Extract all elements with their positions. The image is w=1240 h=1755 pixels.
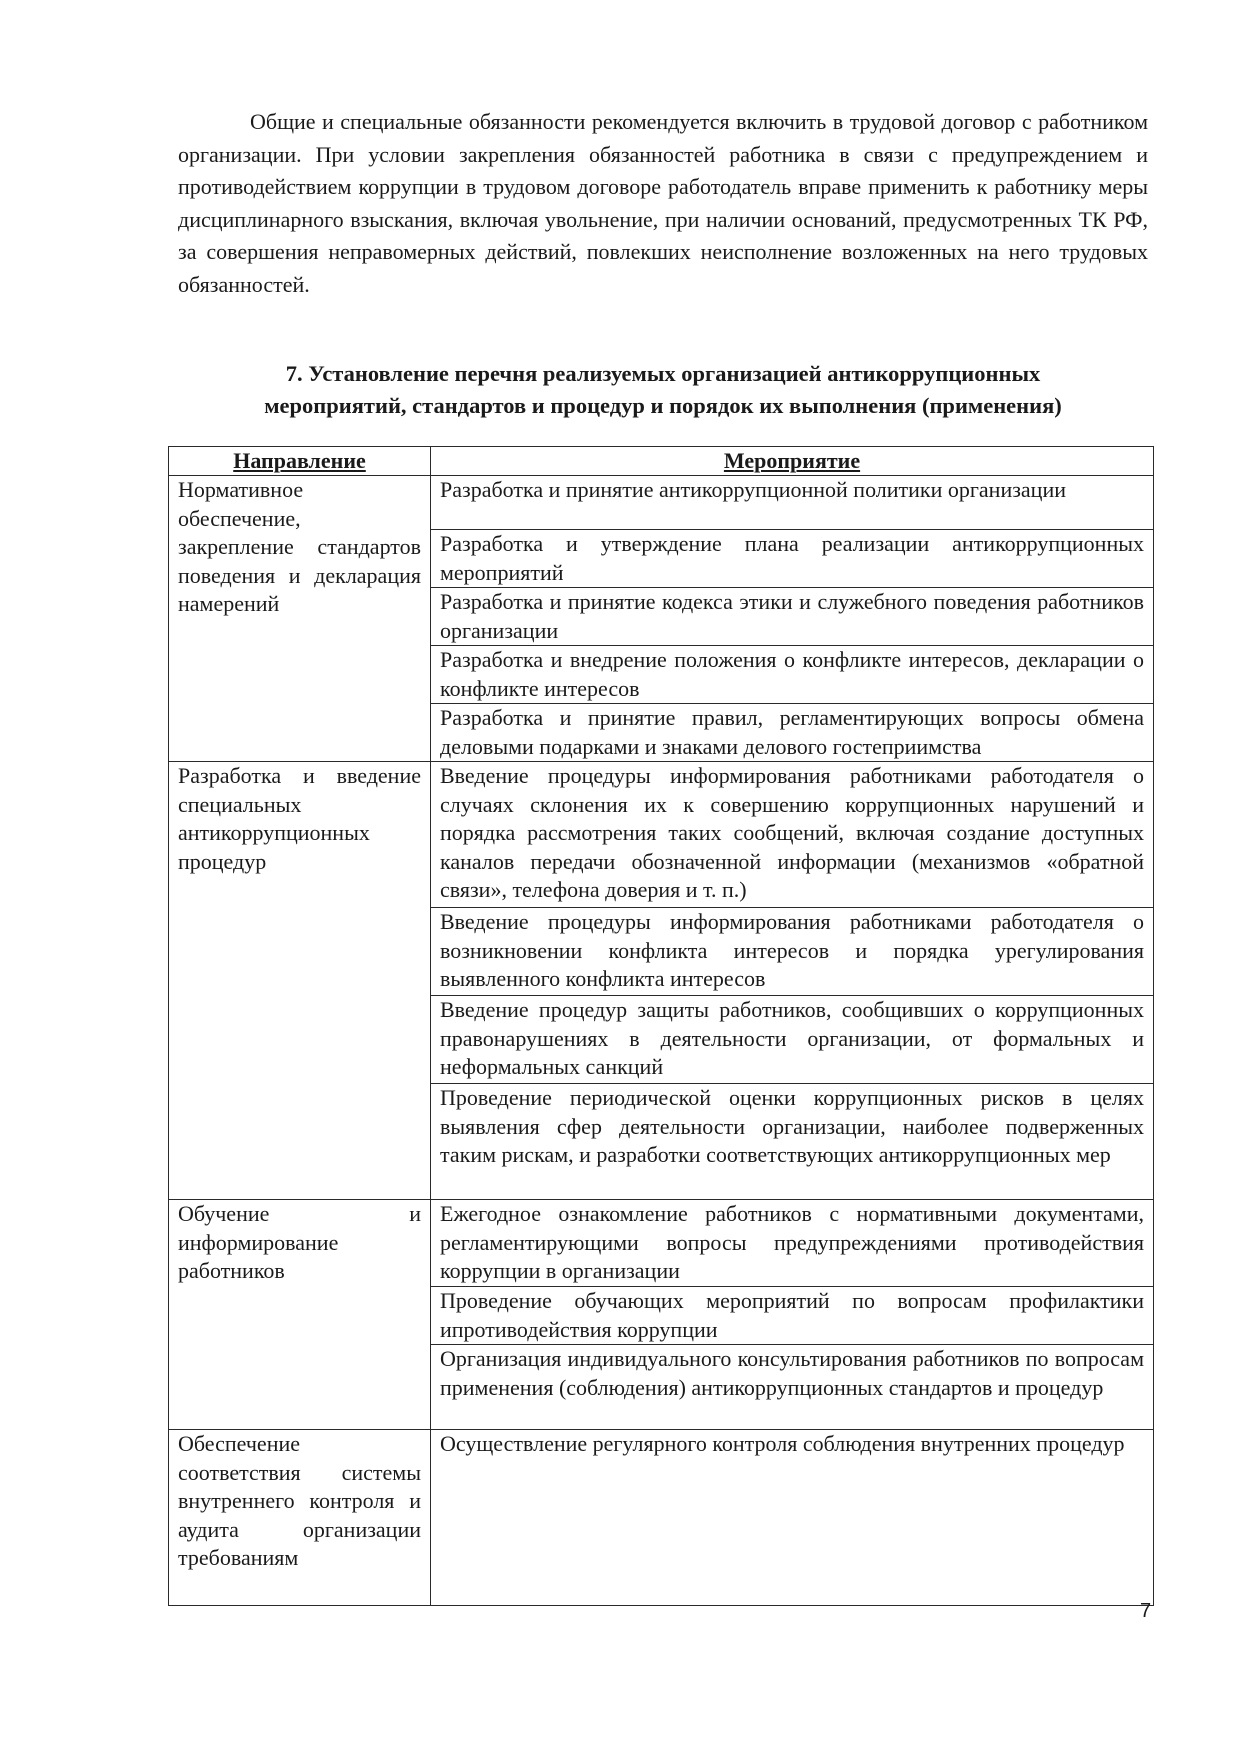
measure-cell: Проведение обучающих мероприятий по вопросам профилактики ипротиводействия коррупции xyxy=(431,1287,1154,1345)
direction-cell: Обучение и информирование работников xyxy=(169,1200,431,1430)
table-header-row xyxy=(169,447,1154,476)
direction-cell: Нормативное обеспечение, закрепление стандартов поведения и декларация намерений xyxy=(169,476,431,762)
measure-cell: Разработка и принятие кодекса этики и служебного поведения работников организации xyxy=(431,588,1154,646)
measure-cell: Разработка и принятие правил, регламентирующих вопросы обмена деловыми подарками и знаками делового гостеприимства xyxy=(431,704,1154,762)
measure-cell: Разработка и внедрение положения о конфликте интересов, декларации о конфликте интересов xyxy=(431,646,1154,704)
section-heading-line-1: 7. Установление перечня реализуемых организацией антикоррупционных xyxy=(285,361,1041,386)
table-row xyxy=(169,476,1154,530)
table-row xyxy=(169,762,1154,908)
measure-cell: Введение процедуры информирования работниками работодателя о возникновении конфликта интересов и порядка урегулирования выявленного конфликта интересов xyxy=(431,908,1154,996)
measures-table xyxy=(168,446,1154,1606)
direction-cell: Обеспечение соответствия системы внутреннего контроля и аудита организации требованиям xyxy=(169,1430,431,1606)
section-heading xyxy=(178,358,1148,422)
measure-cell: Разработка и принятие антикоррупционной политики организации xyxy=(431,476,1154,530)
section-heading-line-2: мероприятий, стандартов и процедур и порядок их выполнения (применения) xyxy=(264,393,1062,418)
direction-cell: Разработка и введение специальных антикоррупционных процедур xyxy=(169,762,431,1200)
header-direction: Направление xyxy=(169,447,431,476)
measure-cell: Осуществление регулярного контроля соблюдения внутренних процедур xyxy=(431,1430,1154,1606)
table-row xyxy=(169,1430,1154,1606)
measure-cell: Введение процедуры информирования работниками работодателя о случаях склонения их к совершению коррупционных нарушений и порядка рассмотрения таких сообщений, включая создание доступных каналов передачи обозначенной информации (механизмов «обратной связи», телефона доверия и т. п.) xyxy=(431,762,1154,908)
measure-cell: Введение процедур защиты работников, сообщивших о коррупционных правонарушениях в деятельности организации, от формальных и неформальных санкций xyxy=(431,996,1154,1084)
measure-cell: Ежегодное ознакомление работников с нормативными документами, регламентирующими вопросы предупреждениями противодействия коррупции в организации xyxy=(431,1200,1154,1287)
header-measure: Мероприятие xyxy=(431,447,1154,476)
table-row xyxy=(169,1200,1154,1287)
measure-cell: Организация индивидуального консультирования работников по вопросам применения (соблюдения) антикоррупционных стандартов и процедур xyxy=(431,1345,1154,1430)
measure-cell: Разработка и утверждение плана реализации антикоррупционных мероприятий xyxy=(431,530,1154,588)
measure-cell: Проведение периодической оценки коррупционных рисков в целях выявления сфер деятельности организации, наиболее подверженных таким рискам, и разработки соответствующих антикоррупционных мер xyxy=(431,1084,1154,1200)
page-number: 7 xyxy=(1140,1600,1152,1622)
intro-paragraph: Общие и специальные обязанности рекомендуется включить в трудовой договор с работником организации. При условии закрепления обязанностей работника в связи с предупреждением и противодействием коррупции в трудовом договоре работодатель вправе применить к работнику меры дисциплинарного взыскания, включая увольнение, при наличии оснований, предусмотренных ТК РФ, за совершения неправомерных действий, повлекших неисполнение возложенных на него трудовых обязанностей. xyxy=(178,109,1148,297)
